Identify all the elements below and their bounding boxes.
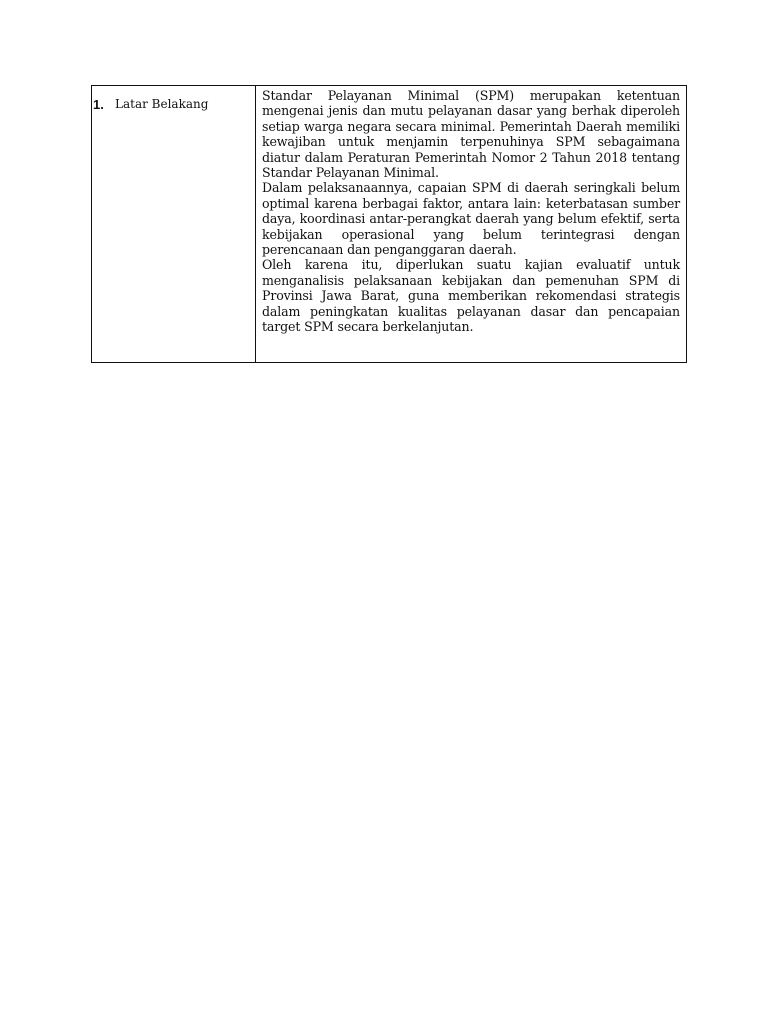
paragraph-spm-definition: Standar Pelayanan Minimal (SPM) merupakan ketentuan mengenai jenis dan mutu pelayanan dasar yang berhak diperoleh setiap warga negara secara minimal. Pemerintah Daerah memiliki kewajiban untuk menjamin terpenuhinya SPM sebagaimana diatur dalam Peraturan Pemerintah Nomor 2 Tahun 2018 tentang Standar Pelayanan Minimal. xyxy=(262,88,680,181)
paragraph-implementation-issues: Dalam pelaksanaannya, capaian SPM di daerah seringkali belum optimal karena berbagai faktor, antara lain: keterbatasan sumber daya, koordinasi antar-perangkat daerah yang belum efektif, serta kebijakan operasional yang belum terintegrasi dengan perencanaan dan penganggaran daerah. xyxy=(262,180,680,258)
section-content-cell xyxy=(256,86,686,362)
section-title: Latar Belakang xyxy=(115,97,209,111)
document-table xyxy=(91,85,687,363)
section-heading-cell xyxy=(92,86,256,362)
section-number: 1. xyxy=(93,97,104,112)
paragraph-study-purpose: Oleh karena itu, diperlukan suatu kajian evaluatif untuk menganalisis pelaksanaan kebijakan dan pemenuhan SPM di Provinsi Jawa Barat, guna memberikan rekomendasi strategis dalam peningkatan kualitas pelayanan dasar dan pencapaian target SPM secara berkelanjutan. xyxy=(262,257,680,335)
